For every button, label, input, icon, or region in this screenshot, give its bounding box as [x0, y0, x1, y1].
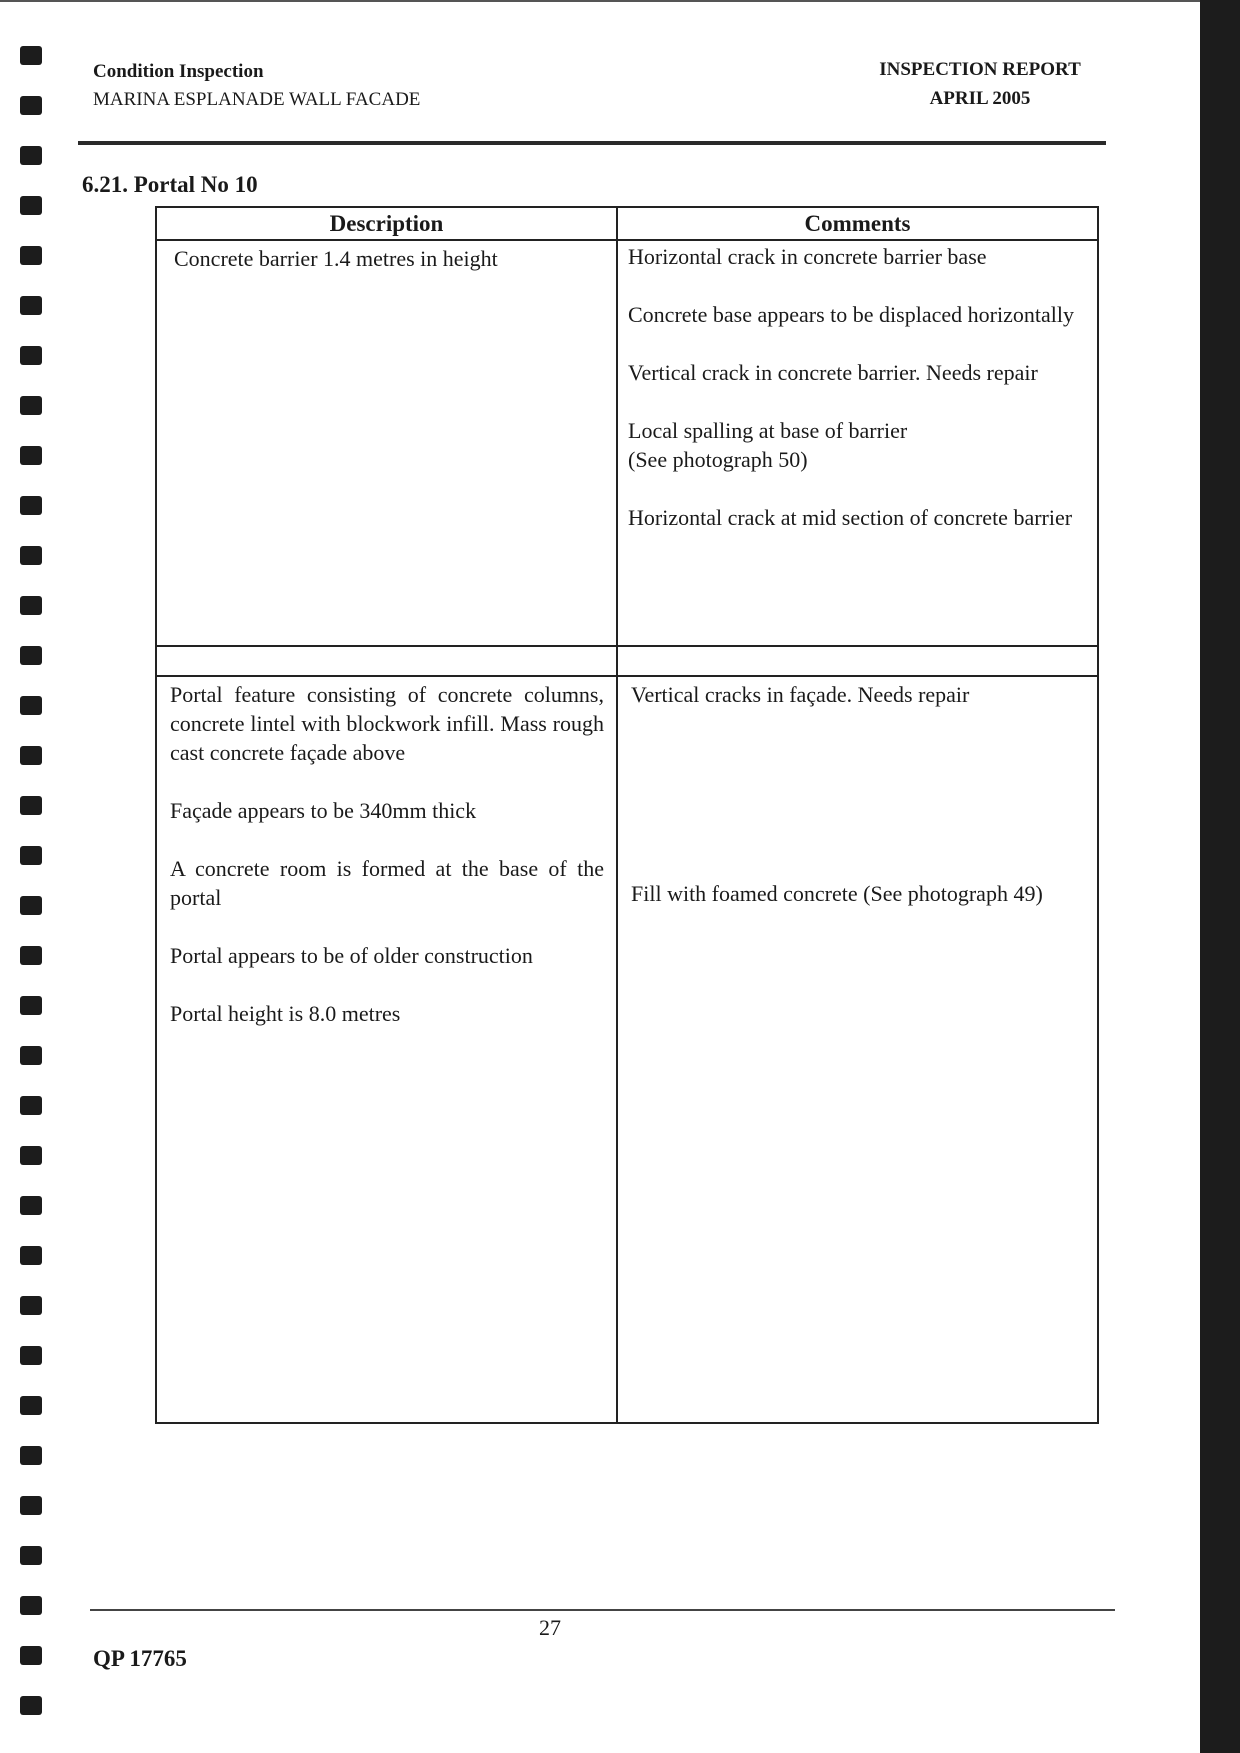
binding-hole [20, 1496, 42, 1515]
binding-hole [20, 96, 42, 115]
scan-dark-edge [1200, 0, 1240, 1753]
binding-hole [20, 1046, 42, 1065]
binding-hole [20, 146, 42, 165]
binding-hole [20, 296, 42, 315]
binding-hole [20, 1396, 42, 1415]
comment-item: Horizontal crack at mid section of concrete barrier [628, 505, 1073, 530]
binding-hole [20, 496, 42, 515]
inspection-table [155, 206, 1099, 1424]
binding-hole [20, 46, 42, 65]
binding-hole [20, 196, 42, 215]
binding-hole [20, 396, 42, 415]
description-item: Façade appears to be 340mm thick [170, 798, 477, 823]
scan-top-edge [0, 0, 1200, 2]
row3-comments-cell-lower [631, 879, 1091, 937]
header-right [860, 55, 1100, 113]
comment-item: Fill with foamed concrete (See photograph 49) [631, 881, 1043, 906]
header-left [93, 58, 420, 114]
binding-hole [20, 246, 42, 265]
binding-hole [20, 896, 42, 915]
footer-rule [90, 1609, 1115, 1611]
page-number: 27 [539, 1615, 561, 1640]
binding-hole [20, 1346, 42, 1365]
header-report-type: Condition Inspection [93, 61, 264, 82]
binding-hole [20, 346, 42, 365]
description-item: Portal feature consisting of concrete columns, concrete lintel with blockwork infill. Mass rough cast concrete façade above [170, 682, 604, 765]
section-title: 6.21. Portal No 10 [82, 172, 258, 197]
description-item: Portal appears to be of older construction [170, 943, 533, 968]
binding-hole [20, 696, 42, 715]
binding-hole [20, 946, 42, 965]
spiral-binding-holes [20, 46, 42, 1746]
binding-hole [20, 1096, 42, 1115]
binding-hole [20, 1696, 42, 1715]
document-reference: QP 17765 [93, 1646, 187, 1671]
binding-hole [20, 646, 42, 665]
binding-hole [20, 746, 42, 765]
binding-hole [20, 546, 42, 565]
comment-item: Concrete base appears to be displaced horizontally [628, 302, 1074, 327]
binding-hole [20, 1446, 42, 1465]
comment-item: Horizontal crack in concrete barrier base [628, 244, 987, 269]
description-item: A concrete room is formed at the base of the portal [170, 856, 604, 910]
binding-hole [20, 446, 42, 465]
header-comments: Comments [804, 211, 911, 236]
header-project-name: MARINA ESPLANADE WALL FACADE [93, 89, 421, 110]
comment-item: Local spalling at base of barrier (See photograph 50) [628, 418, 908, 472]
binding-hole [20, 996, 42, 1015]
binding-hole [20, 596, 42, 615]
comment-item: Vertical crack in concrete barrier. Needs repair [628, 360, 1038, 385]
row3-comments-cell [631, 680, 1091, 738]
row3-description-cell [170, 680, 604, 1057]
header-report-date: APRIL 2005 [929, 88, 1031, 109]
binding-hole [20, 1246, 42, 1265]
binding-hole [20, 796, 42, 815]
comment-item: Vertical cracks in façade. Needs repair [631, 682, 970, 707]
row1-comments-cell [628, 242, 1089, 561]
binding-hole [20, 1196, 42, 1215]
row-rule [157, 675, 1097, 677]
column-divider [616, 208, 618, 1422]
description-item: Concrete barrier 1.4 metres in height [174, 246, 498, 271]
row-rule [157, 645, 1097, 647]
binding-hole [20, 1646, 42, 1665]
header-description: Description [329, 211, 444, 236]
header-rule [78, 141, 1106, 145]
description-item: Portal height is 8.0 metres [170, 1001, 401, 1026]
header-row-rule [157, 239, 1097, 241]
binding-hole [20, 1546, 42, 1565]
binding-hole [20, 1296, 42, 1315]
row1-description-cell [174, 244, 604, 302]
binding-hole [20, 1146, 42, 1165]
binding-hole [20, 1596, 42, 1615]
binding-hole [20, 846, 42, 865]
header-report-title: INSPECTION REPORT [879, 59, 1081, 80]
